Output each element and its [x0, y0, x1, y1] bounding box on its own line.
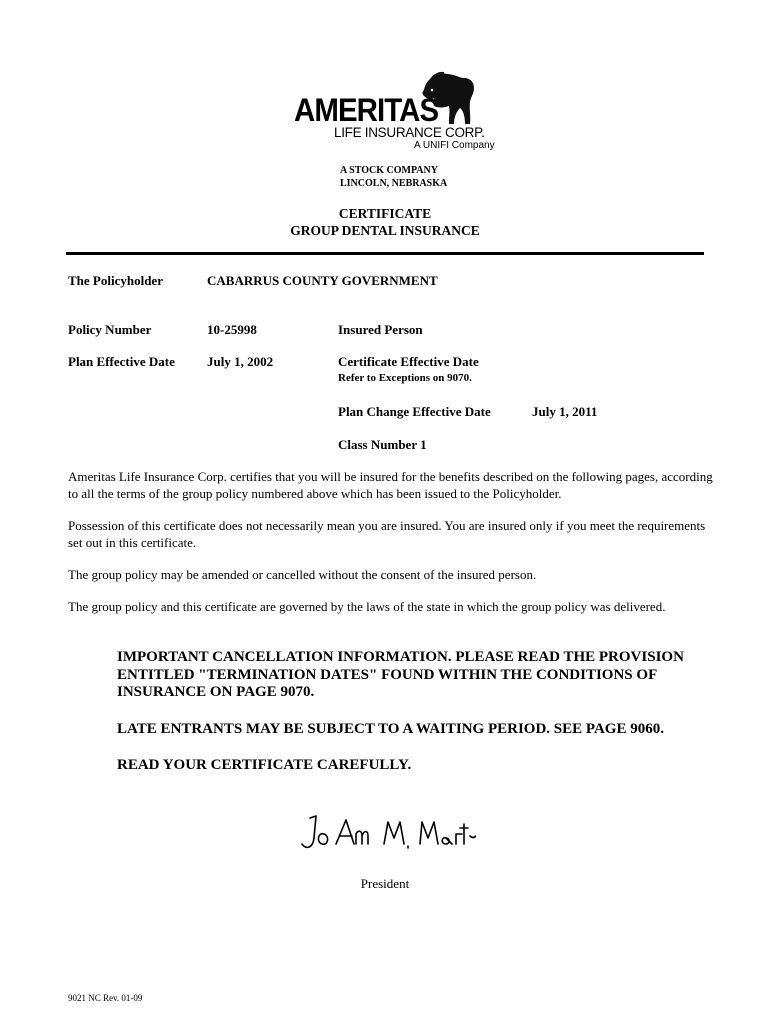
signatory-title: President [360, 876, 410, 891]
plan-change-label: Plan Change Effective Date [338, 404, 491, 419]
cert-effective-label: Certificate Effective Date [338, 354, 479, 369]
policyholder-value: CABARRUS COUNTY GOVERNMENT [207, 273, 438, 288]
policy-number-label: Policy Number [68, 322, 152, 337]
certificate-subtitle: GROUP DENTAL INSURANCE [290, 223, 480, 238]
policyholder-label: The Policyholder [68, 273, 163, 288]
plan-effective-label: Plan Effective Date [68, 354, 175, 369]
notice-read-carefully: READ YOUR CERTIFICATE CAREFULLY. [117, 757, 412, 773]
form-code: 9021 NC Rev. 01-09 [68, 993, 143, 1003]
notice-cancellation: IMPORTANT CANCELLATION INFORMATION. PLEASE READ THE PROVISION ENTITLED "TERMINATION DATES" FOUND WITHIN THE CONDITIONS OF INSURANCE ON PAGE 9070. [117, 649, 684, 700]
company-location: LINCOLN, NEBRASKA [340, 178, 448, 189]
policy-number-value: 10-25998 [207, 322, 257, 337]
certificate-title: CERTIFICATE [338, 206, 432, 221]
class-number: Class Number 1 [338, 437, 427, 452]
paragraph-amendment: The group policy may be amended or cancelled without the consent of the insured person. [68, 567, 537, 582]
company-type: A STOCK COMPANY [340, 165, 438, 176]
paragraph-certification: Ameritas Life Insurance Corp. certifies that you will be insured for the benefits described on the following pages, according to all the terms of the group policy numbered above which has been issued to the Policyholder. [68, 469, 713, 501]
logo-wordmark: AMERITAS [294, 92, 439, 128]
paragraph-possession: Possession of this certificate does not necessarily mean you are insured. You are insured only if you meet the requirements set out in this certificate. [68, 518, 706, 550]
logo-subtitle: LIFE INSURANCE CORP. [334, 125, 485, 140]
insured-person-label: Insured Person [338, 322, 423, 337]
plan-change-value: July 1, 2011 [532, 404, 598, 419]
bison-logo-icon [416, 68, 478, 126]
notice-late-entrants: LATE ENTRANTS MAY BE SUBJECT TO A WAITING PERIOD. SEE PAGE 9060. [117, 721, 664, 737]
plan-effective-value: July 1, 2002 [207, 354, 274, 369]
signature-image [296, 808, 476, 858]
cert-effective-note: Refer to Exceptions on 9070. [338, 372, 472, 384]
logo-tagline: A UNIFI Company [414, 140, 495, 151]
paragraph-governing-law: The group policy and this certificate are governed by the laws of the state in which the group policy was delivered. [68, 599, 666, 614]
header-divider [66, 252, 704, 255]
